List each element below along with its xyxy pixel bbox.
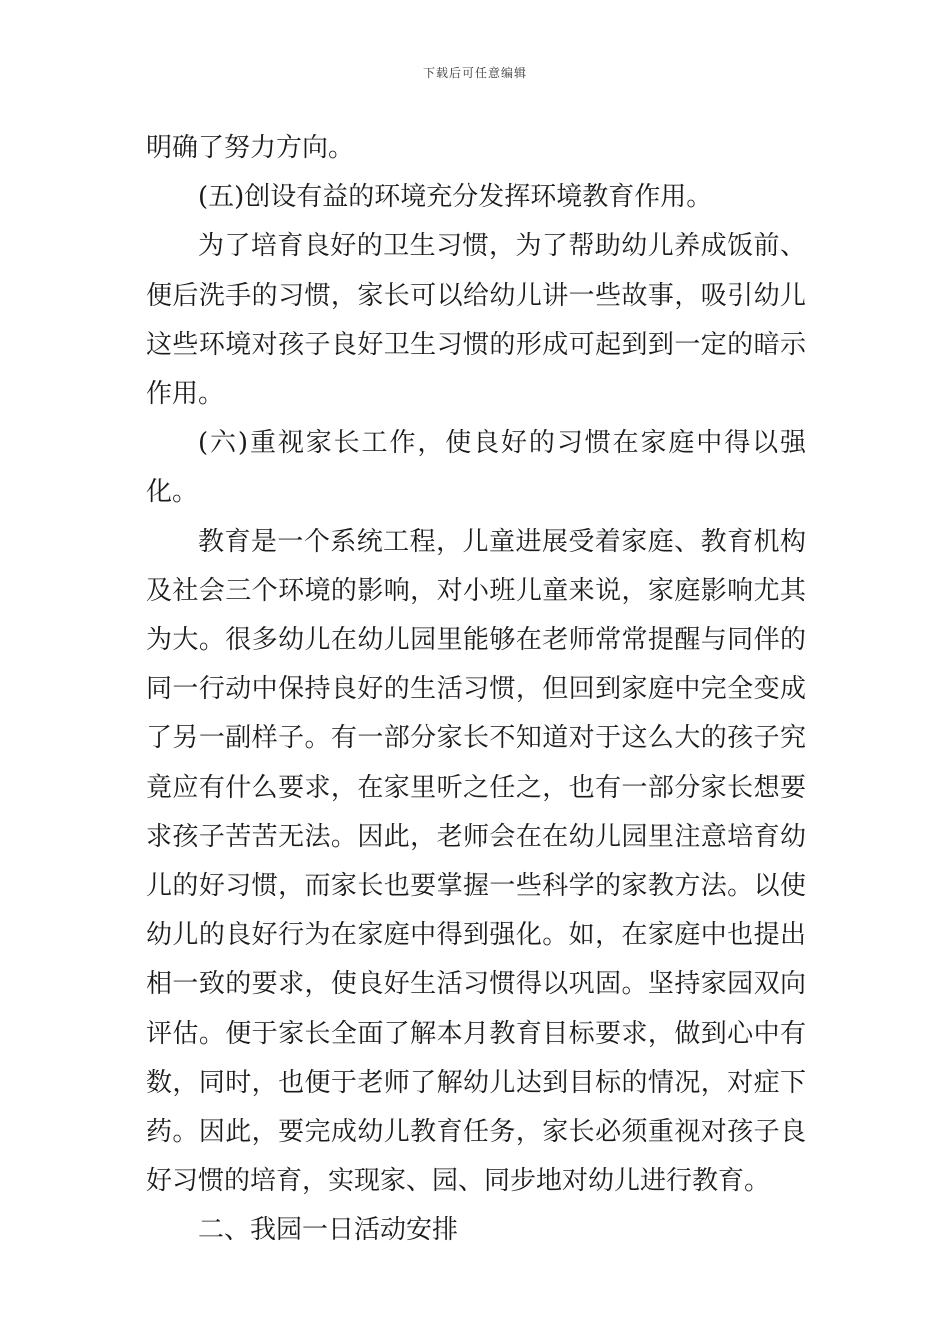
paragraph: 教育是一个系统工程，儿童进展受着家庭、教育机构及社会三个环境的影响，对小班儿童来说，家庭影响尤其为大。很多幼儿在幼儿园里能够在老师常常提醒与同伴的同一行动中保持良好的生活习惯，但回到家庭中完全变成了另一副样子。有一部分家长不知道对于这么大的孩子究竟应有什么要求，在家里听之任之，也有一部分家长想要求孩子苦苦无法。因此，老师会在在幼儿园里注意培育幼儿的好习惯，而家长也要掌握一些科学的家教方法。以使幼儿的良好行为在家庭中得到强化。如，在家庭中也提出相一致的要求，使良好生活习惯得以巩固。坚持家园双向评估。便于家长全面了解本月教育目标要求，做到心中有数，同时，也便于老师了解幼儿达到目标的情况，对症下药。因此，要完成幼儿教育任务，家长必须重视对孩子良好习惯的培育，实现家、园、同步地对幼儿进行教育。 [146, 526, 806, 1197]
page-header: 下载后可任意编辑 [422, 66, 527, 80]
paragraph: 明确了努力方向。 [146, 133, 355, 163]
section-heading-2: 二、我园一日活动安排 [198, 1215, 459, 1246]
paragraph: 为了培育良好的卫生习惯，为了帮助幼儿养成饭前、便后洗手的习惯，家长可以给幼儿讲一些故事，吸引幼儿这些环境对孩子良好卫生习惯的形成可起到到一定的暗示作用。 [146, 231, 806, 410]
section-heading-6: (六)重视家长工作，使良好的习惯在家庭中得以强化。 [146, 428, 806, 508]
document-body [146, 124, 806, 1256]
section-heading-5: (五)创设有益的环境充分发挥环境教育作用。 [198, 182, 713, 213]
